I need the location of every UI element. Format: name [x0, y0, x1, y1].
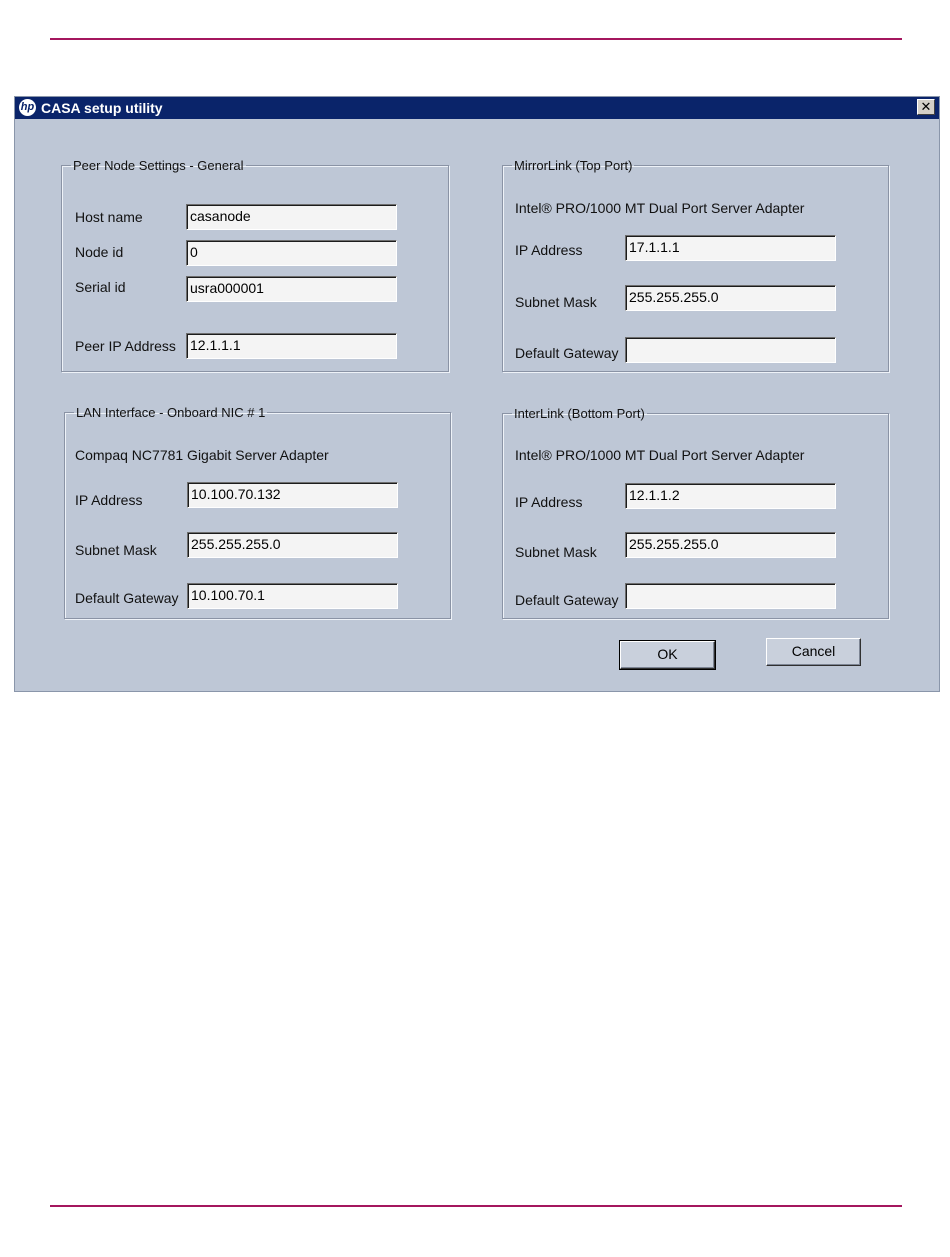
mirror-gateway-label: Default Gateway	[515, 345, 619, 361]
window-title: CASA setup utility	[41, 100, 163, 116]
inter-gateway-label: Default Gateway	[515, 592, 619, 608]
inter-adapter-name: Intel® PRO/1000 MT Dual Port Server Adapter	[515, 447, 805, 463]
inter-subnet-label: Subnet Mask	[515, 544, 597, 560]
page-header-rule	[50, 38, 902, 40]
mirror-subnet-label: Subnet Mask	[515, 294, 597, 310]
close-button[interactable]	[917, 99, 935, 115]
inter-subnet-input[interactable]: 255.255.255.0	[625, 532, 836, 558]
lan-ip-label: IP Address	[75, 492, 143, 508]
serial-id-label: Serial id	[75, 279, 126, 295]
mirror-ip-label: IP Address	[515, 242, 583, 258]
casa-setup-dialog	[14, 96, 940, 692]
lan-subnet-input[interactable]: 255.255.255.0	[187, 532, 398, 558]
peer-node-settings-legend: Peer Node Settings - General	[73, 158, 244, 173]
interlink-group	[502, 406, 889, 619]
lan-interface-group	[64, 405, 451, 619]
inter-ip-label: IP Address	[515, 494, 583, 510]
page-footer-rule	[50, 1205, 902, 1207]
mirrorlink-group	[502, 158, 889, 372]
peer-node-settings-group	[61, 158, 449, 372]
mirror-gateway-input[interactable]	[625, 337, 836, 363]
lan-gateway-label: Default Gateway	[75, 590, 179, 606]
host-name-input[interactable]: casanode	[186, 204, 397, 230]
mirror-ip-input[interactable]: 17.1.1.1	[625, 235, 836, 261]
cancel-button[interactable]: Cancel	[766, 638, 861, 666]
peer-ip-input[interactable]: 12.1.1.1	[186, 333, 397, 359]
lan-ip-input[interactable]: 10.100.70.132	[187, 482, 398, 508]
interlink-legend: InterLink (Bottom Port)	[514, 406, 645, 421]
lan-subnet-label: Subnet Mask	[75, 542, 157, 558]
mirrorlink-legend: MirrorLink (Top Port)	[514, 158, 633, 173]
title-bar[interactable]	[15, 97, 939, 119]
host-name-label: Host name	[75, 209, 143, 225]
lan-adapter-name: Compaq NC7781 Gigabit Server Adapter	[75, 447, 329, 463]
lan-gateway-input[interactable]: 10.100.70.1	[187, 583, 398, 609]
lan-interface-legend: LAN Interface - Onboard NIC # 1	[76, 405, 266, 420]
serial-id-input[interactable]: usra000001	[186, 276, 397, 302]
node-id-label: Node id	[75, 244, 124, 260]
hp-logo-icon: hp	[19, 99, 36, 116]
node-id-input[interactable]: 0	[186, 240, 397, 266]
mirror-adapter-name: Intel® PRO/1000 MT Dual Port Server Adapter	[515, 200, 805, 216]
ok-button[interactable]: OK	[620, 641, 715, 669]
inter-ip-input[interactable]: 12.1.1.2	[625, 483, 836, 509]
close-icon: ✕	[920, 99, 932, 114]
inter-gateway-input[interactable]	[625, 583, 836, 609]
mirror-subnet-input[interactable]: 255.255.255.0	[625, 285, 836, 311]
peer-ip-label: Peer IP Address	[75, 338, 176, 354]
